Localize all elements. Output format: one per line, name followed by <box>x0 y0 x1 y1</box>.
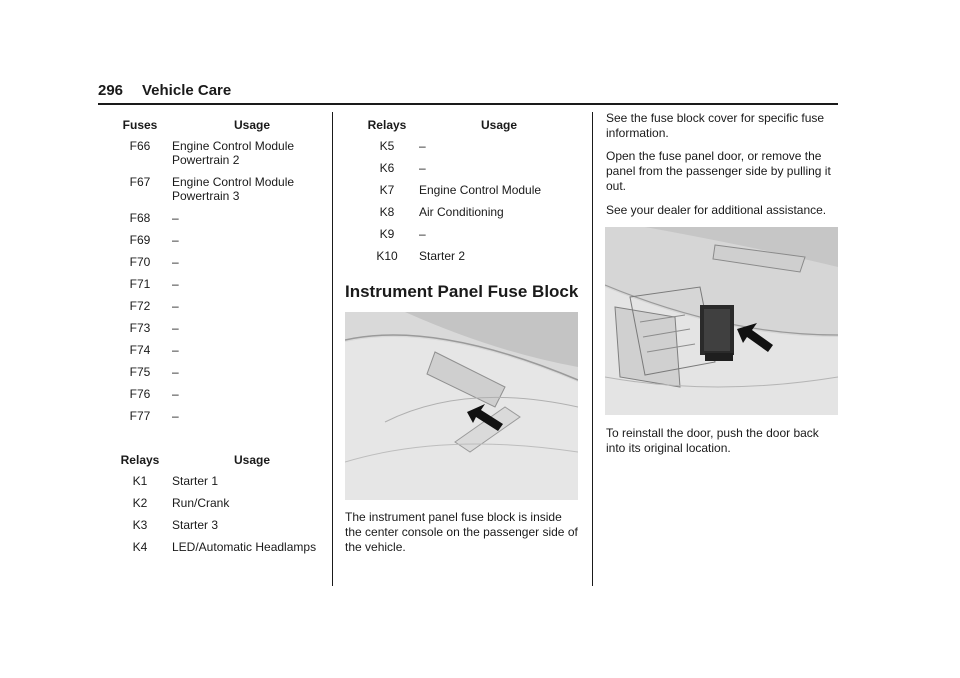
relay-usage: Starter 1 <box>172 474 219 488</box>
usage-header: Usage <box>233 453 271 467</box>
fuse-usage: Engine Control Module Powertrain 2 <box>172 139 295 167</box>
relay-id: K5 <box>379 139 395 153</box>
relays-table-2 <box>355 118 579 271</box>
relay-usage: Starter 3 <box>172 518 219 532</box>
table-row <box>108 321 332 343</box>
table-row <box>355 183 579 205</box>
relay-id: K2 <box>132 496 148 510</box>
fuse-id: F69 <box>129 233 151 247</box>
relays-header: Relays <box>120 453 160 467</box>
fuse-id: F73 <box>129 321 151 335</box>
fuse-id: F77 <box>129 409 151 423</box>
column-divider-1 <box>332 112 333 586</box>
relay-usage: Run/Crank <box>172 496 230 510</box>
relay-id: K3 <box>132 518 148 532</box>
relays-table-1 <box>108 453 332 562</box>
page-header <box>98 82 838 104</box>
fuse-id: F70 <box>129 255 151 269</box>
fuse-usage: – <box>172 255 179 269</box>
page-number: 296 <box>98 82 124 99</box>
usage-header: Usage <box>480 118 518 132</box>
fuse-usage: Engine Control Module Powertrain 3 <box>172 175 295 203</box>
table-row <box>108 139 332 175</box>
paragraph-dealer: See your dealer for additional assistance. <box>606 203 827 217</box>
paragraph-cover-info: See the fuse block cover for specific fuse information. <box>606 111 825 140</box>
fuse-usage: – <box>172 365 179 379</box>
relay-id: K9 <box>379 227 395 241</box>
table-row <box>108 255 332 277</box>
fuse-usage: – <box>172 321 179 335</box>
fuse-id: F71 <box>129 277 151 291</box>
fuse-id: F68 <box>129 211 151 225</box>
relays-header: Relays <box>367 118 407 132</box>
paragraph-reinstall: To reinstall the door, push the door back into its original location. <box>606 426 819 455</box>
relay-id: K7 <box>379 183 395 197</box>
table-row <box>108 175 332 211</box>
fuses-header: Fuses <box>122 118 158 132</box>
table-row <box>355 205 579 227</box>
paragraph-open-door: Open the fuse panel door, or remove the panel from the passenger side by pulling it out. <box>606 149 831 193</box>
fuse-id: F74 <box>129 343 151 357</box>
fuse-id: F72 <box>129 299 151 313</box>
fuse-usage: – <box>172 387 179 401</box>
table-row <box>355 227 579 249</box>
table-row <box>355 161 579 183</box>
usage-header: Usage <box>233 118 271 132</box>
table-row <box>355 139 579 161</box>
relay-usage: LED/Automatic Headlamps <box>172 540 317 554</box>
fuse-usage: – <box>172 343 179 357</box>
fuse-id: F75 <box>129 365 151 379</box>
relay-id: K8 <box>379 205 395 219</box>
table-row <box>108 277 332 299</box>
table-row <box>108 409 332 431</box>
fuse-usage: – <box>172 277 179 291</box>
fuse-usage: – <box>172 211 179 225</box>
relay-id: K4 <box>132 540 148 554</box>
ip-caption: The instrument panel fuse block is inside the center console on the passenger side of the vehicle. <box>345 510 578 554</box>
relay-id: K1 <box>132 474 148 488</box>
relay-usage: – <box>419 227 426 241</box>
relay-id: K6 <box>379 161 395 175</box>
fuse-block-drawing <box>605 227 838 415</box>
fuse-id: F76 <box>129 387 151 401</box>
fuse-usage: – <box>172 233 179 247</box>
relay-usage: Air Conditioning <box>419 205 504 219</box>
table-row <box>108 365 332 387</box>
fuse-id: F67 <box>129 175 151 189</box>
console-illustration <box>345 312 578 500</box>
table-row <box>108 540 332 562</box>
console-drawing <box>345 312 578 500</box>
relay-usage: – <box>419 161 426 175</box>
table-row <box>108 299 332 321</box>
relay-usage: Starter 2 <box>419 249 466 263</box>
fuse-block-icon <box>700 305 734 361</box>
table-row <box>355 249 579 271</box>
table-row <box>108 518 332 540</box>
table-row <box>108 387 332 409</box>
relay-usage: Engine Control Module <box>419 183 542 197</box>
header-rule <box>98 103 838 105</box>
relay-usage: – <box>419 139 426 153</box>
table-row <box>108 496 332 518</box>
table-row <box>108 343 332 365</box>
table-row <box>108 233 332 255</box>
instrument-panel-title: Instrument Panel Fuse Block <box>345 282 579 301</box>
fuse-usage: – <box>172 409 179 423</box>
fuses-table <box>108 118 332 431</box>
fuse-usage: – <box>172 299 179 313</box>
table-row <box>108 211 332 233</box>
section-title: Vehicle Care <box>142 82 232 99</box>
table-row <box>108 474 332 496</box>
fuse-block-illustration <box>605 227 838 415</box>
relay-id: K10 <box>376 249 398 263</box>
column-divider-2 <box>592 112 593 586</box>
fuse-id: F66 <box>129 139 151 153</box>
